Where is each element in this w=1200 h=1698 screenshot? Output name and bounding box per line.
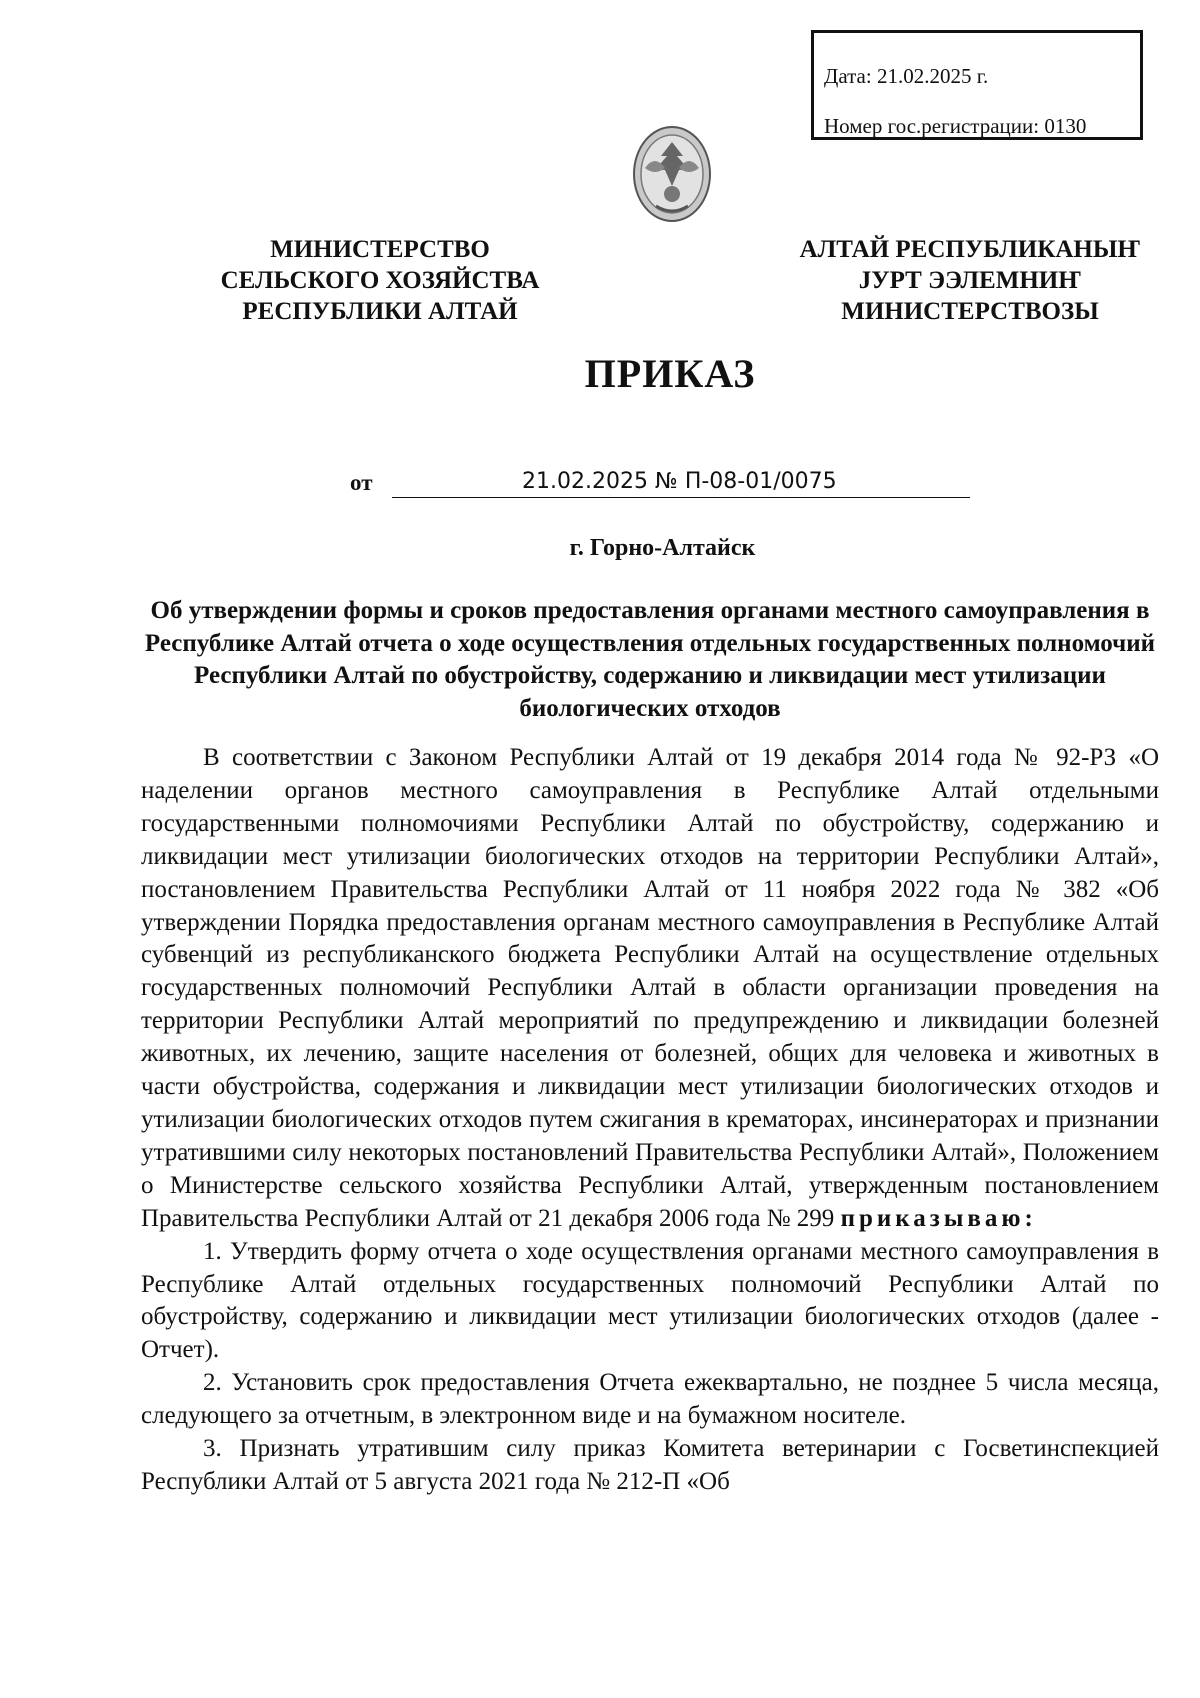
ministry-name-altai-line: МИНИСТЕРСТВОЗЫ [841,298,1099,325]
order-item-2: 2. Установить срок предоставления Отчета ежеквартально, не позднее 5 числа месяца, следующего за отчетным, в электронном виде и на бумажном носителе. [141,1369,1159,1430]
order-directive-word: приказываю: [840,1204,1037,1232]
order-subject: Об утверждении формы и сроков предоставления органами местного самоуправления в Республике Алтай отчета о ходе осуществления отдельных государственных полномочий Республики Алтай по обустройству, содержанию и ликвидации мест утилизации биологических отходов [144,597,1156,722]
ministry-name-altai-line: АЛТАЙ РЕСПУБЛИКАНЫҤ [799,236,1141,263]
registration-date-label: Дата: [824,64,872,88]
ministry-name-russian-line: РЕСПУБЛИКИ АЛТАЙ [242,298,518,325]
preamble-text: В соответствии с Законом Республики Алтай от 19 декабря 2014 года № 92-РЗ «О наделении органов местного самоуправления в Республике Алтай отдельными государственными полномочиями Республики Алтай по обустройству, содержанию и ликвидации мест утилизации биологических отходов на территории Республики Алтай», постановлением Правительства Республики Алтай от 11 ноября 2022 года № 382 «Об утверждении Порядка предоставления органам местного самоуправления в Республике Алтай субвенций из республиканского бюджета Республики Алтай на осуществление отдельных государственных полномочий Республики Алтай в области организации проведения на территории Республики Алтай мероприятий по предупреждению и ликвидации болезней животных, их лечению, защите населения от болезней, общих для человека и животных в части обустройства, содержания и ликвидации мест утилизации биологических отходов и утилизации биологических отходов путем сжигания в крематорах, инсинераторах и признании утратившими силу некоторых постановлений Правительства Республики Алтай», Положением о Министерстве сельского хозяйства Республики Алтай, утвержденным постановлением Правительства Республики Алтай от 21 декабря 2006 года № 299 [141,744,1159,1232]
order-item-3: 3. Признать утратившим силу приказ Комитета ветеринарии с Госветинспекцией Республики Алтай от 5 августа 2021 года № 212-П «Об [141,1435,1159,1495]
city-name: г. Горно-Алтайск [569,535,756,561]
registration-number-value: 0130 [1044,114,1087,138]
order-date-number [350,462,970,498]
ministry-name-altai [760,234,1180,327]
registration-number-label: Номер гос.регистрации: [824,114,1040,138]
registration-number [824,101,1130,151]
registration-box [811,30,1143,140]
order-item-1: 1. Утвердить форму отчета о ходе осуществления органами местного самоуправления в Республике Алтай отдельных государственных полномочий Республики Алтай по обустройству, содержанию и ликвидации мест утилизации биологических отходов (далее - Отчет). [141,1237,1159,1364]
order-number-underline [392,497,970,498]
republic-altai-emblem-icon [631,124,713,224]
document-title: ПРИКАЗ [584,351,756,396]
registration-date [824,51,1130,101]
ministry-name-russian-line: СЕЛЬСКОГО ХОЗЯЙСТВА [220,267,540,294]
order-from-label: от [350,470,373,495]
preamble-paragraph [141,742,1159,1236]
ministry-name-altai-line: ЈУРТ ЭЭЛЕМНИҤ [858,267,1082,294]
ministry-name-russian [170,234,590,327]
registration-date-value: 21.02.2025 г. [876,64,989,88]
order-body [141,742,1159,1499]
order-number: 21.02.2025 № П-08-01/0075 [522,469,837,494]
ministry-name-russian-line: МИНИСТЕРСТВО [270,236,490,263]
